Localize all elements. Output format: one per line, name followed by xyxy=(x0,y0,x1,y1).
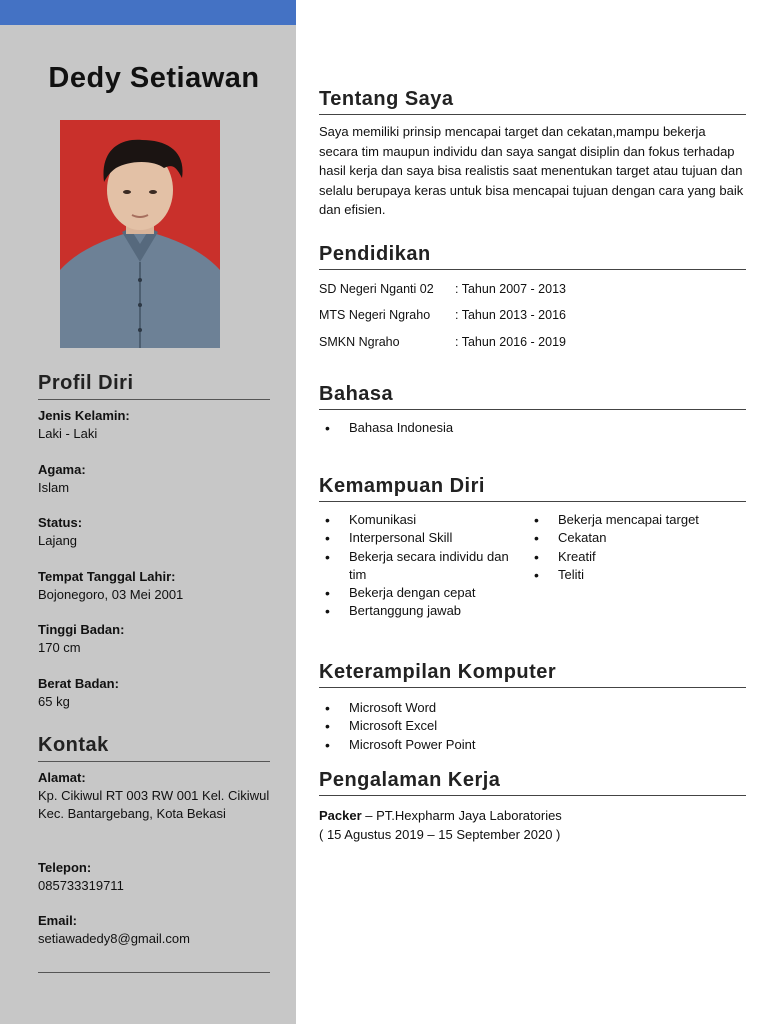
list-item: • Interpersonal Skill xyxy=(319,529,519,547)
experience-heading: Pengalaman Kerja xyxy=(319,769,746,796)
education-row xyxy=(319,306,566,324)
list-item: • Bertanggung jawab xyxy=(319,602,519,620)
list-item: • Bekerja dengan cepat xyxy=(319,584,519,602)
field-label: Telepon: xyxy=(38,860,92,875)
address-value: Kp. Cikiwul RT 003 RW 001 Kel. Cikiwul Kec. Bantargebang, Kota Bekasi xyxy=(38,788,270,821)
list-item: • Bekerja mencapai target xyxy=(528,511,748,529)
field-label: Alamat: xyxy=(38,770,86,785)
field-height xyxy=(38,621,274,657)
field-email xyxy=(38,912,274,948)
education-school: SD Negeri Nganti 02 xyxy=(319,282,434,296)
field-label: Tempat Tanggal Lahir: xyxy=(38,569,176,584)
field-value: Islam xyxy=(38,480,70,495)
language-list xyxy=(319,419,739,437)
experience-period: ( 15 Agustus 2019 – 15 September 2020 ) xyxy=(319,827,561,842)
email-value[interactable]: setiawadedy8@gmail.com xyxy=(38,931,190,946)
experience-company: – PT.Hexpharm Jaya Laboratories xyxy=(361,808,562,823)
computer-list xyxy=(319,699,739,754)
list-item: • Bahasa Indonesia xyxy=(319,419,739,437)
list-item: • Microsoft Excel xyxy=(319,717,739,735)
field-value: Laki - Laki xyxy=(38,426,98,441)
field-label: Email: xyxy=(38,913,78,928)
person-name: Dedy Setiawan xyxy=(48,62,260,94)
list-item: • Microsoft Word xyxy=(319,699,739,717)
computer-heading: Keterampilan Komputer xyxy=(319,661,746,688)
education-heading: Pendidikan xyxy=(319,243,746,270)
list-item: • Komunikasi xyxy=(319,511,519,529)
field-status xyxy=(38,514,274,550)
field-address xyxy=(38,769,274,823)
skills-heading: Kemampuan Diri xyxy=(319,475,746,502)
sidebar-divider xyxy=(38,972,270,973)
person-photo-icon xyxy=(60,120,220,348)
list-item: • Teliti xyxy=(528,566,748,584)
education-period: : Tahun 2007 - 2013 xyxy=(455,282,566,296)
profile-photo xyxy=(60,120,220,348)
field-gender xyxy=(38,407,274,443)
sidebar-accent-bar xyxy=(0,0,296,25)
field-label: Jenis Kelamin: xyxy=(38,408,130,423)
language-heading: Bahasa xyxy=(319,383,746,410)
phone-value[interactable]: 085733319711 xyxy=(38,878,124,893)
profile-heading: Profil Diri xyxy=(38,372,270,400)
list-item: • Cekatan xyxy=(528,529,748,547)
education-row xyxy=(319,280,566,298)
education-row xyxy=(319,333,566,351)
field-label: Berat Badan: xyxy=(38,676,119,691)
field-phone xyxy=(38,859,274,895)
about-heading: Tentang Saya xyxy=(319,88,746,115)
education-school: MTS Negeri Ngraho xyxy=(319,308,431,322)
field-label: Agama: xyxy=(38,462,86,477)
list-item: • Microsoft Power Point xyxy=(319,736,739,754)
field-value: 65 kg xyxy=(38,694,70,709)
experience-role: Packer xyxy=(319,808,362,823)
education-period: : Tahun 2013 - 2016 xyxy=(455,308,566,322)
contact-heading: Kontak xyxy=(38,734,270,762)
list-item: • Bekerja secara individu dan tim xyxy=(319,548,519,585)
field-value: Bojonegoro, 03 Mei 2001 xyxy=(38,587,184,602)
field-value: 170 cm xyxy=(38,640,81,655)
education-school: SMKN Ngraho xyxy=(319,335,400,349)
education-period: : Tahun 2016 - 2019 xyxy=(455,335,566,349)
skills-list-right xyxy=(528,511,748,584)
field-label: Status: xyxy=(38,515,83,530)
list-item: • Kreatif xyxy=(528,548,748,566)
about-text: Saya memiliki prinsip mencapai target dan cekatan,mampu bekerja secara tim maupun individu dan saya sangat disiplin dan fokus terhadap hasil kerja dan saya bisa realistis saat menentukan target atau tujuan dan selalu berupaya keras untuk bisa mencapai tujuan dengan cara yang baik dan efisien. xyxy=(319,124,744,217)
field-weight xyxy=(38,675,274,711)
field-value: Lajang xyxy=(38,533,78,548)
field-birth xyxy=(38,568,274,604)
field-religion xyxy=(38,461,274,497)
experience-entry xyxy=(319,806,562,825)
field-label: Tinggi Badan: xyxy=(38,622,125,637)
skills-list-left xyxy=(319,511,519,621)
